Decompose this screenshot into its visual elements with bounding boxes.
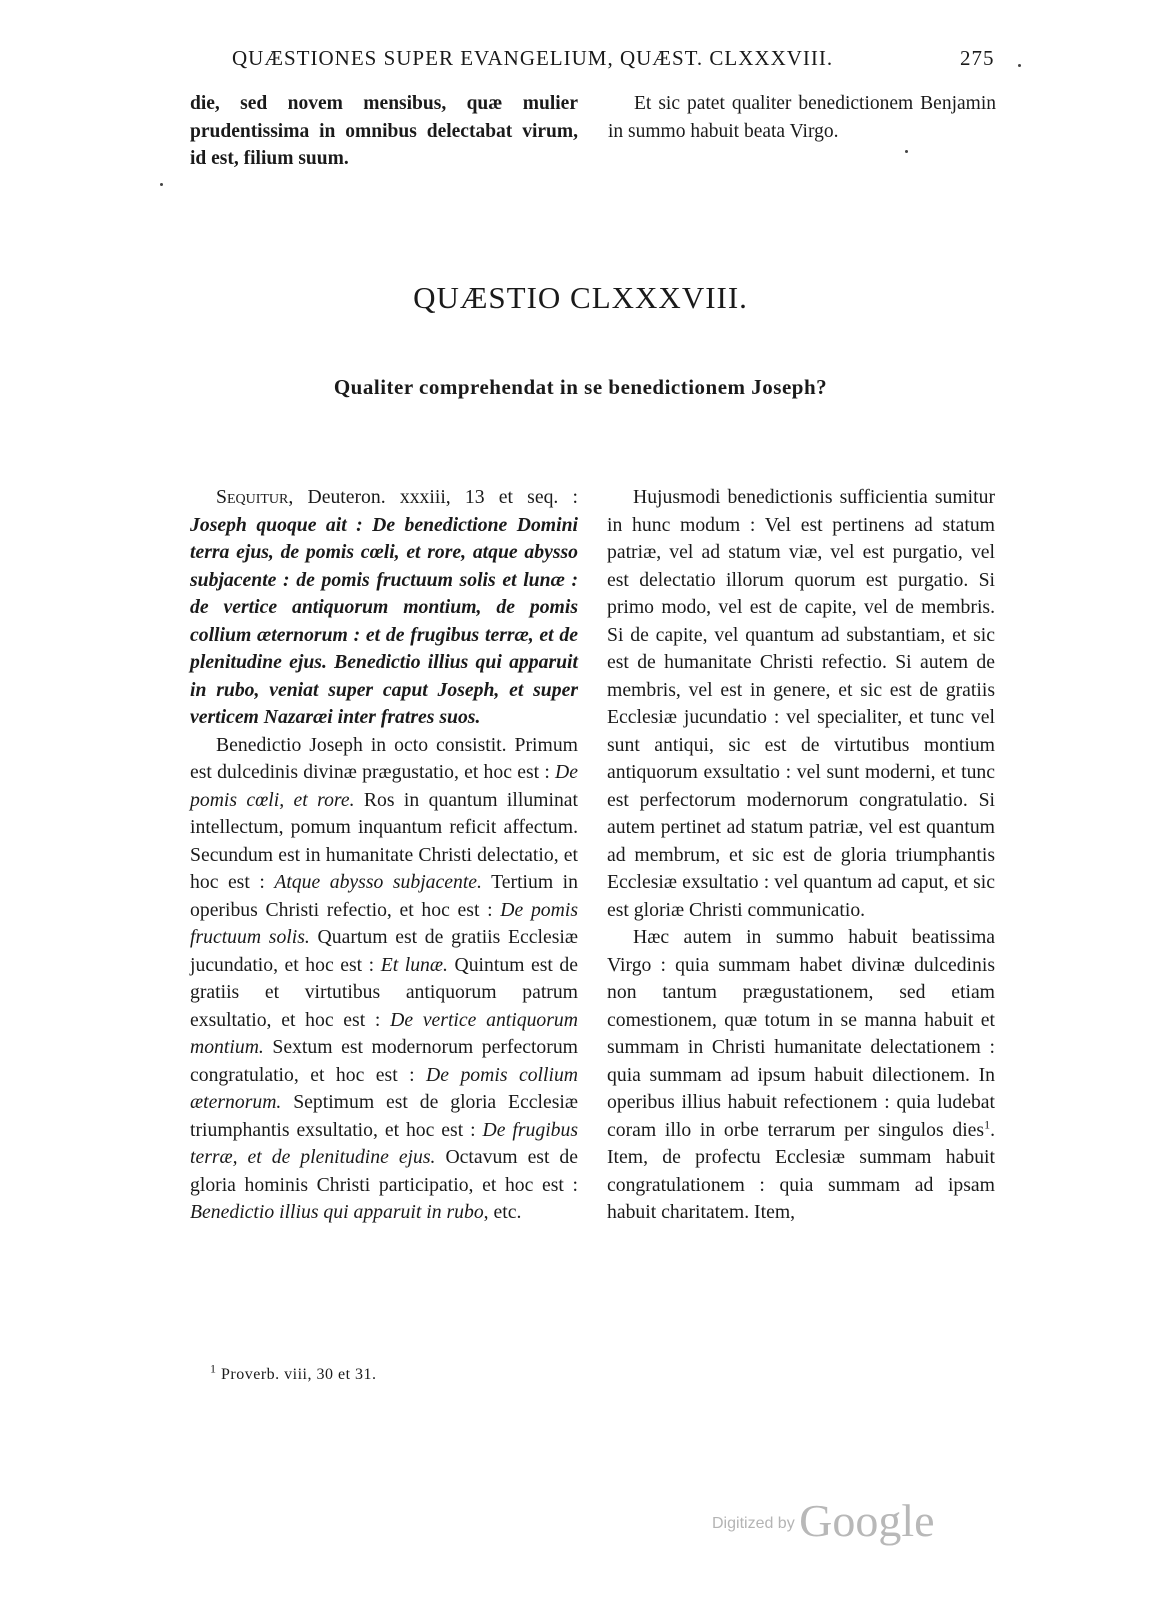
watermark-brand: Google <box>799 1495 935 1546</box>
footnote <box>210 1361 377 1384</box>
italic-segment: De pomis collium æternorum. <box>190 1063 579 1113</box>
footnote-reference: 1 <box>984 1116 991 1131</box>
top-right-paragraph: Et sic patet qualiter benedictionem Benjamin in summo habuit beata Virgo. <box>608 93 996 142</box>
footnote-mark: 1 <box>210 1361 217 1376</box>
italic-segment: Et lunæ. <box>380 953 448 976</box>
text-segment: , etc. <box>483 1201 522 1223</box>
digitization-watermark <box>712 1494 935 1547</box>
text-segment: Septimum est de gloria Ecclesiæ triumphantis exsultatio, et hoc est : <box>190 1091 578 1141</box>
scripture-reference: , Deuteron. xxxiii, 13 et seq. : <box>288 486 578 508</box>
text-segment: Tertium in operibus Christi refectio, et hoc est : <box>190 871 578 921</box>
italic-segment: De pomis cœli, et rore. <box>190 761 578 811</box>
watermark-label: Digitized by <box>712 1515 795 1532</box>
italic-segment: Benedictio illius qui apparuit in rubo <box>190 1201 484 1223</box>
footnote-text: Proverb. viii, 30 et 31. <box>216 1366 377 1383</box>
text-segment: Hæc autem in summo habuit beatissima Virgo : quia summam habet divinæ dulcedinis non tantum prægustationem, sed etiam comestionem, quæ totum in se manna habuit et summam in Christi humanitate delectationem : quia summam ad ipsum habuit dilectionem. In operibus illius habuit refectionem : quia ludebat coram illo in orbe terrarum per singulos dies <box>607 926 995 1141</box>
top-left-paragraph: die, sed novem mensibus, quæ mulier prudentissima in omnibus delectabat virum, id est, filium suum. <box>190 93 578 169</box>
question-subheading: Qualiter comprehendat in se benedictionem Joseph? <box>333 375 828 399</box>
right-paragraph-1: Hujusmodi benedictionis sufficientia sumitur in hunc modum : Vel est pertinens ad statum patriæ, vel ad statum viæ, vel est purgatio, vel est delectatio illorum quorum est purgatio. Si primo modo, vel est de capite, vel de membris. Si de capite, vel quantum ad substantiam, et sic est de humanitate Christi refectio. Si autem de membris, vel est in genere, et sic est de gratiis Ecclesiæ jucundatio : vel specialiter, et tunc vel sunt antiqui, sic est de virtutibus montium antiquorum exsultatio : vel sunt moderni, et tunc est perfectorum modernorum congratulatio. Si autem pertinet ad statum patriæ, vel est quantum ad membrum, et sic est de gloria triumphantis Ecclesiæ exsultatio : vel quantum ad caput, et sic est gloriæ Christi communicatio. <box>607 486 995 921</box>
lead-word: Sequitur <box>216 486 289 508</box>
scan-speck <box>905 150 908 153</box>
italic-segment: Atque abysso subjacente. <box>274 871 482 893</box>
italic-segment: De vertice antiquorum montium. <box>190 1008 578 1058</box>
right-paragraph-2 <box>607 924 995 1227</box>
italic-segment: De pomis fructuum solis. <box>190 898 578 948</box>
top-right-column <box>608 90 996 145</box>
scripture-quote: Joseph quoque ait : De benedictione Domini terra ejus, de pomis cœli, et rore, atque abysso subjacente : de pomis fructuum solis et lunæ : de vertice antiquorum montium, de pomis collium æternorum : et de frugibus terræ, et de plenitudine ejus. Benedictio illius qui apparuit in rubo, veniat super caput Joseph, et super verticem Nazaræi inter fratres suos. <box>190 513 578 728</box>
question-heading: QUÆSTIO CLXXXVIII. <box>413 280 748 315</box>
text-segment: Ros in quantum illuminat intellectum, pomum inquantum reficit affectum. Secundum est in humanitate Christi delectatio, et hoc est : <box>190 788 579 893</box>
right-column <box>607 484 995 1227</box>
text-segment: . Item, de profectu Ecclesiæ summam habuit congratulationem : quia summam ad ipsam habuit charitatem. Item, <box>607 1118 995 1223</box>
top-left-column <box>190 90 578 173</box>
left-paragraph-1 <box>190 484 578 732</box>
page-number: 275 <box>960 46 995 70</box>
scan-speck <box>160 183 163 186</box>
text-segment: Quintum est de gratiis et virtutibus antiquorum patrum exsultatio, et hoc est : <box>190 953 578 1031</box>
text-segment: Octavum est de gloria hominis Christi participatio, et hoc est : <box>190 1146 578 1196</box>
running-head-title: QUÆSTIONES SUPER EVANGELIUM, QUÆST. CLXXXVIII. <box>232 46 834 70</box>
left-column <box>190 484 578 1227</box>
scan-speck <box>1018 64 1021 67</box>
text-segment: Benedictio Joseph in octo consistit. Primum est dulcedinis divinæ prægustatio, et hoc est : <box>190 733 578 783</box>
italic-segment: De frugibus terræ, et de plenitudine ejus. <box>190 1118 579 1168</box>
text-segment: Sextum est modernorum perfectorum congratulatio, et hoc est : <box>190 1036 578 1086</box>
text-segment: Quartum est de gratiis Ecclesiæ jucundatio, et hoc est : <box>190 926 578 976</box>
left-paragraph-2 <box>190 732 578 1227</box>
